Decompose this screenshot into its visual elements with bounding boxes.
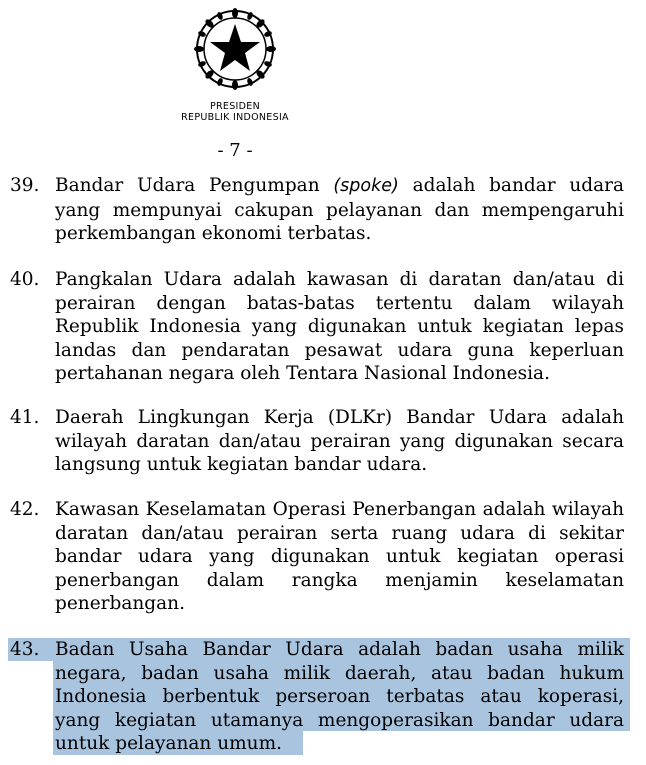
item-number: 43. <box>10 639 40 660</box>
item-text-selected[interactable]: Badan Usaha Bandar Udara adalah badan usaha milik negara, badan usaha milik daerah, atau badan hukum Indonesia berbentuk perseroan terbatas atau koperasi, yang kegiatan utamanya mengoperasikan bandar udara untuk pelayanan umum. <box>55 639 624 754</box>
item-number: 41. <box>10 407 40 428</box>
item-number: 40. <box>10 269 40 290</box>
header-subtitle: REPUBLIK INDONESIA <box>181 112 289 123</box>
item-text-italic: (spoke) <box>333 176 399 196</box>
page-number: - 7 - <box>217 140 253 161</box>
item-text-part: Bandar Udara Pengumpan <box>55 175 334 196</box>
header-title: PRESIDEN <box>210 101 260 112</box>
item-text-part: adalah bandar udara yang mempunyai cakupan pelayanan dan mempengaruhi perkembangan ekonomi terbatas. <box>55 175 624 244</box>
garuda-star-emblem-icon <box>190 4 280 94</box>
item-number: 42. <box>10 499 40 520</box>
item-text: Daerah Lingkungan Kerja (DLKr) Bandar Udara adalah wilayah daratan dan/atau perairan yang digunakan secara langsung untuk kegiatan bandar udara. <box>55 407 624 475</box>
item-text: Pangkalan Udara adalah kawasan di daratan dan/atau di perairan dengan batas-batas tertentu dalam wilayah Republik Indonesia yang digunakan untuk kegiatan lepas landas dan pendaratan pesawat udara guna keperluan pertahanan negara oleh Tentara Nasional Indonesia. <box>55 269 624 384</box>
item-number: 39. <box>10 175 40 196</box>
item-text <box>55 174 624 246</box>
item-text: Kawasan Keselamatan Operasi Penerbangan adalah wilayah daratan dan/atau perairan serta ruang udara di sekitar bandar udara yang digunakan untuk kegiatan operasi penerbangan dalam rangka menjamin keselamatan penerbangan. <box>55 499 624 614</box>
